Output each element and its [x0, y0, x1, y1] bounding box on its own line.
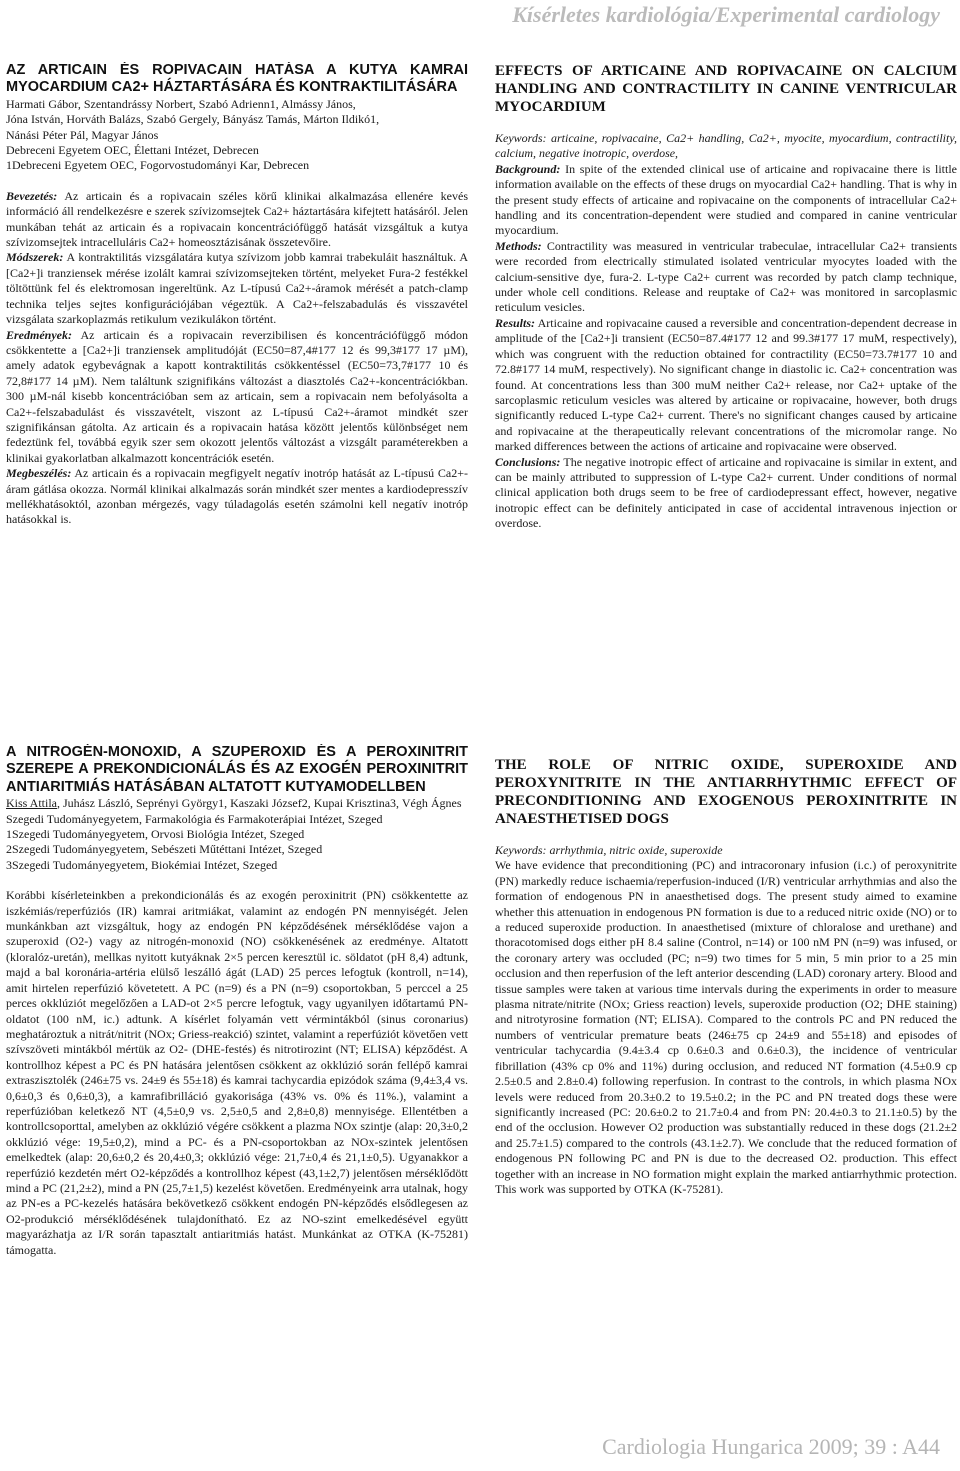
- abstract-peroxinitrit-hu: [6, 744, 468, 1424]
- section-text: Az articain és a ropivacain megfigyelt negatív inotróp hatását az L-típusú Ca2+-áram gátlása okozza. Normál klinikai alkalmazás során mindkét szer mentes a kardiodepresszív mellékhatásoktól, azonban mérgezés, vagy túladagolás esetén számolni kell negatív inotróp hatásokkal is.: [6, 466, 468, 527]
- affiliation: Debreceni Egyetem OEC, Élettani Intézet, Debrecen: [6, 143, 259, 158]
- author-list: Nánási Péter Pál, Magyar János: [6, 127, 159, 142]
- section-text: Articaine and ropivacaine caused a reversible and concentration-dependent decrease in amplitude of the [Ca2+]i transient (EC50=87.4#177 12 and 99.3#177 17 muM, respectively), which was congruent with the reduction obtained for contractility (EC50=73.7#177 10 and 72.8#177 14 muM, respectively). No significant change in diastolic ic. Ca2+ concentration was found. At concentrations less than 300 muM neither Ca2+ release, nor Ca2+ uptake of the sarcoplasmic reticulum vesicles was altered by articaine or ropivacaine, however, both drugs significantly reduced L-type Ca2+ current. There's no significant changes caused by articaine and ropivacaine at the therapeutically relevant concentrations of the micromolar range. No marked differences between the actions of articaine and ropivacaine were observed.: [495, 315, 957, 454]
- section-text: Contractility was measured in ventricular trabeculae, intracellular Ca2+ transients were recorded from electrically stimulated isolated ventricular myocytes loaded with the calcium-sensitive dye, fura-2. L-type Ca2+ current was recorded by patch clamp technique, under whole cell conditions. Release and reuptake of Ca2+ was monitored in sarcoplasmic reticulum vesicles.: [495, 238, 957, 315]
- abstract-articain-hu: [6, 62, 468, 712]
- background-section: [495, 162, 957, 239]
- affiliation: 3Szegedi Tudományegyetem, Biokémiai Intézet, Szeged: [6, 857, 278, 872]
- methods-section: [6, 250, 468, 327]
- presenting-author: Kiss Attila: [6, 796, 58, 811]
- author-list: Harmati Gábor, Szentandrássy Norbert, Szabó Adrienn1, Almássy János,: [6, 96, 356, 111]
- author-list: Jóna István, Horváth Balázs, Szabó Gergely, Bányász Tamás, Márton Ildikó1,: [6, 112, 380, 127]
- conclusions-section: [495, 455, 957, 532]
- section-text: Az articain és a ropivacain reverzibilisen és koncentrációfüggő módon csökkentette a [Ca2+]i tranziensek amplitudóját (EC50=87,4#177 12 és 99,3#177 17 µM), amely adatok egybevágnak a kapott kontraktilitás csökkentéssel (EC50=73,7#177 10 és 72,8#177 14 µM). Nem találtunk szignifikáns változást a diasztolés Ca2+-koncentrációkban. 300 µM-nál kisebb koncentrációban sem az articain, sem a ropivacain nem befolyásolta a Ca2+-felszabadulást és visszavételt, viszont az L-típusú Ca2+-áramot mindkét szer szignifikánsan gátolta. Az articain és a ropivacain hatása között jelentős különbséget nem fedeztünk fel, továbbá egyik szer sem okozott jelentős változást a vizsgált paraméterekben a klinikai gyakorlatban alkalmazott koncentrációk esetén.: [6, 327, 468, 465]
- section-label: Bevezetés:: [6, 188, 58, 203]
- section-label: Conclusions:: [495, 454, 561, 469]
- affiliation: 1Szegedi Tudományegyetem, Orvosi Biológia Intézet, Szeged: [6, 827, 305, 842]
- results-section: [6, 328, 468, 467]
- affiliation: 2Szegedi Tudományegyetem, Sebészeti Műtéttani Intézet, Szeged: [6, 842, 323, 857]
- section-label: Methods:: [495, 238, 542, 253]
- section-text: In spite of the extended clinical use of articaine and ropivacaine there is little information available on the effects of these drugs on myocardial Ca2+ handling. That is why in the present study effects of articaine and ropivacaine on the components of intracellular Ca2+ handling and its concentration-dependent were studied and compared in canine ventricular myocardium.: [495, 161, 957, 238]
- section-text: Az articain és a ropivacain széles körű klinikai alkalmazása ellenére kevés információ áll rendelkezésre e szerek szívizomsejtek Ca2+ háztartására kifejtett hatásáról. Jelen munkában tehát az articain és a ropivacain koncentrációfüggő hatását vizsgáltuk a kutya szívizomsejtek intracelluláris Ca2+ homeosztázisának összetevőire.: [6, 188, 468, 250]
- section-label: Eredmények:: [6, 327, 72, 342]
- methods-section: [495, 239, 957, 316]
- keywords: Keywords: articaine, ropivacaine, Ca2+ handling, Ca2+, myocite, myocardium, contractility, calcium, negative inotropic, overdose,: [495, 131, 957, 161]
- intro-section: [6, 189, 468, 251]
- author-list: [6, 796, 468, 811]
- section-text: A kontraktilitás vizsgálatára kutya szívizom jobb kamrai trabekuláit használtuk. A [Ca2+]i tranziensek mérése izolált kamrai szívizomsejteken történt, melyeket Fura-2 festékkel töltöttünk fel és elektromosan ingereltünk. Az L-típusú Ca2+-áramok mérését a patch-clamp technika teljes sejtes konfigurációjában végeztük. A Ca2+-felszabadulás és visszavétel vizsgálata szarkoplazmás retikulum vezikulákon történt.: [6, 250, 468, 327]
- abstract-articaine-en: [495, 62, 957, 712]
- journal-section-header: Kísérletes kardiológia/Experimental cardiology: [512, 2, 940, 27]
- section-text: The negative inotropic effect of articaine and ropivacaine is similar in extent, and can be mainly attributed to suppression of L-type Ca2+ current. Under conditions of normal clinical application both drugs seem to be free of cardiodepressant effect, however, negative inotropic effect can be definitely anticipated in case of accidental intravenous injection or overdose.: [495, 454, 957, 531]
- discussion-section: [6, 466, 468, 528]
- article-title: A NITROGÉN-MONOXID, A SZUPEROXID ÉS A PEROXINITRIT SZEREPE A PREKONDICIONÁLÁS ÉS AZ EXOGÉN PEROXINITRIT ANTIARITMIÁS HATÁSÁBAN ALTATOTT KUTYAMODELLBEN: [6, 744, 468, 795]
- results-section: [495, 316, 957, 455]
- section-label: Background:: [495, 161, 561, 176]
- section-label: Módszerek:: [6, 250, 64, 265]
- article-title: AZ ARTICAIN ÉS ROPIVACAIN HATÁSA A KUTYA KAMRAI MYOCARDIUM CA2+ HÁZTARTÁSÁRA ÉS KONTRAKTILITÁSÁRA: [6, 62, 468, 96]
- article-title: EFFECTS OF ARTICAINE AND ROPIVACAINE ON CALCIUM HANDLING AND CONTRACTILITY IN CANINE VENTRICULAR MYOCARDIUM: [495, 63, 957, 115]
- section-label: Megbeszélés:: [6, 466, 72, 481]
- affiliation: Szegedi Tudományegyetem, Farmakológia és Farmakoterápiai Intézet, Szeged: [6, 811, 383, 826]
- coauthors: , Juhász László, Seprényi György1, Kaszaki József2, Kupai Krisztina3, Végh Ágnes: [57, 796, 462, 811]
- section-label: Results:: [495, 315, 536, 330]
- affiliation: 1Debreceni Egyetem OEC, Fogorvostudományi Kar, Debrecen: [6, 158, 310, 173]
- abstract-nitric-oxide-en: [495, 756, 957, 1316]
- article-title: THE ROLE OF NITRIC OXIDE, SUPEROXIDE AND PEROXYNITRITE IN THE ANTIARRHYTHMIC EFFECT OF PRECONDITIONING AND EXOGENOUS PEROXINITRITE IN ANAESTHETISED DOGS: [495, 757, 957, 827]
- abstract-body: We have evidence that preconditioning (PC) and intracoronary infusion (i.c.) of peroxynitrite (PN) markedly reduce ischaemia/reperfusion-induced (I/R) ventricular arrhythmias and also the formation of endogenous PN in anaesthetised dogs. The present study aimed to examine whether this attenuation in endogenous PN formation is due to a reduced nitric oxide (NO) or to a reduced superoxide production. In anaesthetised (mixture of chloralose and urethane) and thoracotomised dogs either pH 8.4 saline (Control, n=14) or 100 nM PN (n=9) was infused, or the coronary artery was occluded (PC; n=9) two times for 5 min, 5 min prior to a 25 min occlusion and then reperfusion of the left anterior descending (LAD) coronary artery. Blood and tissue samples were taken at various time intervals during the experiments in order to measure plasma nitrate/nitrite (NOx; Griess reaction) levels, superoxide production (O2; DHE staining) and nitrotyrosine formation (NT; ELISA). Compared to the controls PC and PN reduced the numbers of ventricular premature beats (246±75 cp 24±9 and 55±18) and episodes of ventricular tachycardia (9.4±3.4 cp 0.6±0.3 and 0.6±0.3), the incidence of ventricular fibrillation (43% cp 0% and 11%) during occlusion, and reduced NT formation (4.5±0.9 cp 2.5±0.5 and 2.8±0.4) following reperfusion. In contrast to the controls, in which plasma NOx levels were reduced from 20.3±0.2 to 19.5±0.2; in the PC and PN treated dogs these were significantly increased (PC: 20.6±0.2 to 21.7±0.4 and from PN: 20.4±0.3 to 21.1±0.5) by the end of the occlusion. However O2 production was substantially reduced in these dogs (21.2±2 and 25.7±1.5) compared to the controls (43.1±2.7). We conclude that the reduced formation of endogenous PN following PC and PN is due to the decreased O2. production. This effect together with an increase in NO formation might explain the marked antiarrhythmic protection. This work was supported by OTKA (K-75281).: [495, 858, 957, 1196]
- journal-citation-footer: Cardiologia Hungarica 2009; 39 : A44: [602, 1434, 940, 1459]
- abstract-body: Korábbi kísérleteinkben a prekondicionálás és az exogén peroxinitrit (PN) csökkentette az iszkémiás/reperfúziós (IR) kamrai aritmiákat, valamint az endogén PN mennyiségét. Jelen munkánkban azt vizsgáltuk, hogy az endogén PN képződésének mérséklődése vajon a szuperoxid (O2-) vagy az nitrogén-monoxid (NO) csökkenésének az eredménye. Altatott (kloralóz-uretán), mellkas nyitott kutyáknak 2×5 percen keresztül ic. söldatot (pH 8,4) adtunk, majd a bal koronária-artéria elülső leszálló ágát (LAD) 25 perces lefogtuk (kontroll, n=14), amit hirtelen reperfúzió követetett. A PC (n=9) és a PN (n=9) csoportokban, 5 perccel a 25 perces okklúziót megelőzően a LAD-ot 2×5 percre lefogtuk, vagy ugyanilyen időtartamú PN-oldatot (100 nM, ic.) adtunk. A kísérlet folyamán vett vérmintákból (sinus coronarius) meghatároztuk a nitrát/nitrit (NOx; Griess-reakció) szintet, valamint a reperfúziót követően vett szívszöveti mintákból mértük az O2- (DHE-festés) és nitrotirozint (NT; ELISA) képződést. A kontrollhoz képest a PC és PN hatására jelentősen csökkent az okklúzió során fellépő kamrai extraszisztolék (246±75 vs. 24±9 és 55±18) és kamrai tachycardia epizódok száma (9,4±3,4 vs. 0,6±0,3 és 0,6±0,3), a kamrafibrilláció gyakorisága (43% vs. 0% és 11%.), valamint a reperfúzióban keletkező NT (4,5±0,9 vs. 2,5±0,5 and 2,8±0,8) mennyisége. Ellentétben a kontrollcsoporttal, amelyben az okklúzió végére csökkent a plazma NOx szintje (alap: 20,3±0,2 okklúzió vége: 19,5±0,2), mind a PC- és a PN-csoportokban az NOx-szintek jelentősen emelkedtek (alap: 20,6±0,2 és 20,4±0,3; okklúzió vége: 21,7±0,4 és 21,1±0,5). Ugyanakkor a reperfúzió kezdetén mért O2-képződés a kontrollhoz képest (43,1±2,7) jelentősen mérséklődött mind a PC (21,2±2), mind a PN (25,7±1,5) kezelést követően. Eredményeink arra utalnak, hogy az PN-es a PC-kezelés hatására bekövetkező csökkent endogén PN-képződés elsődlegesen az O2-produkció mérséklődésének tulajdonítható. Ez az NO-szint emelkedésével együtt magyarázhatja az I/R során tapasztalt antiaritmiás hatást. Munkánkat az OTKA (K-75281) támogatta.: [6, 888, 468, 1257]
- keywords: Keywords: arrhythmia, nitric oxide, superoxide: [495, 843, 723, 857]
